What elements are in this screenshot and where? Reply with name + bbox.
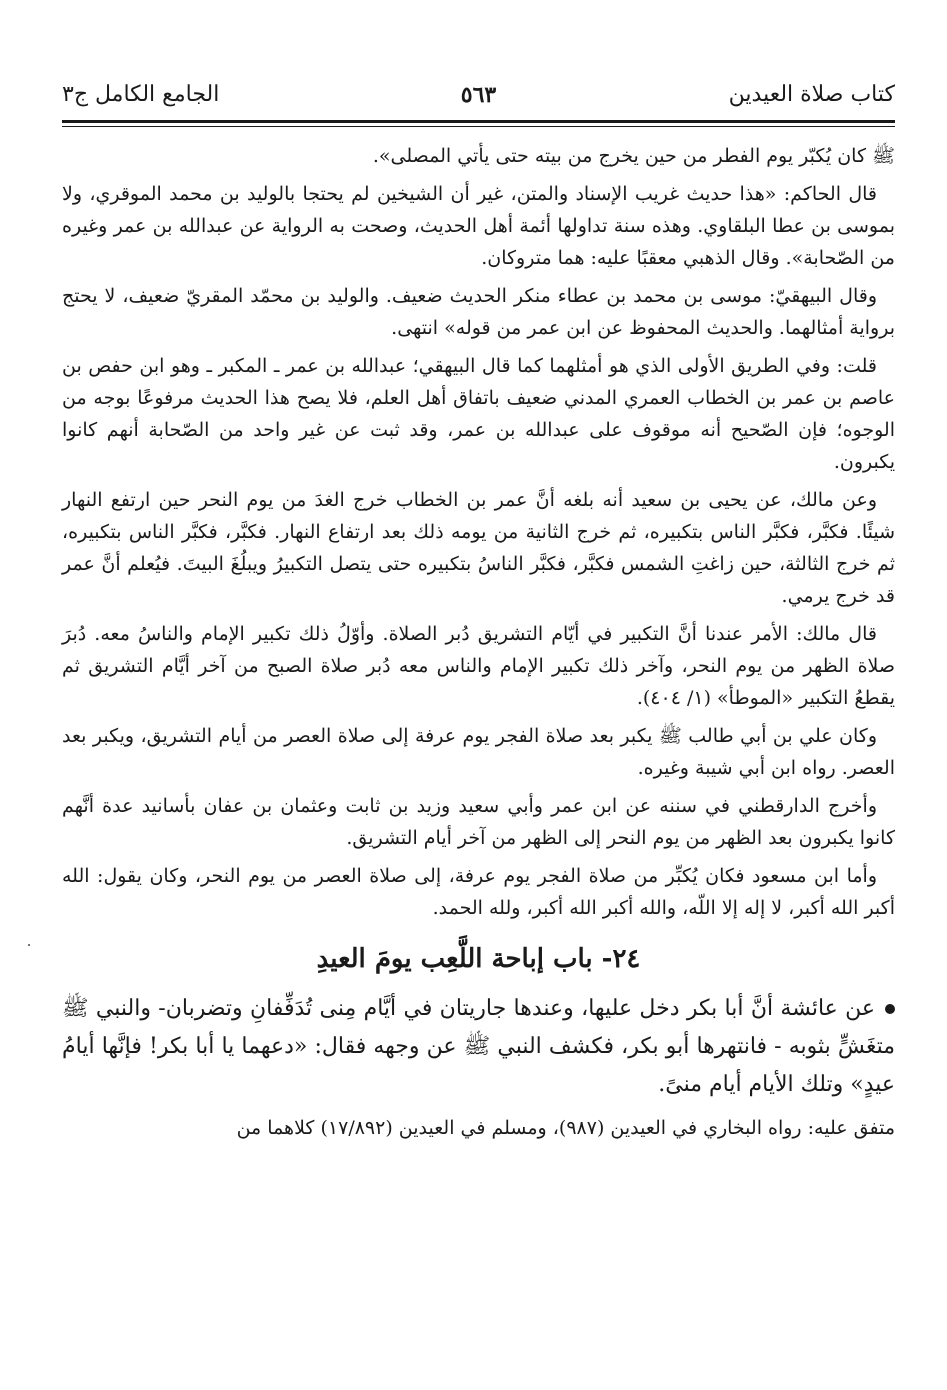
hadith-body: عن عائشة أنَّ أبا بكر دخل عليها، وعندها جاريتان في أيَّام مِنى تُدَفِّفانِ وتضربان- والنبي ﷺ متغَشٍّ بثوبه - فانتهرها أبو بكر، فكشف النبي ﷺ عن وجهه فقال: «دعهما يا أبا بكر! فإنَّها أيامُ عيدٍ» وتلك الأيام أيام منىً. — [62, 996, 895, 1097]
paragraph-bayhaqi: وقال البيهقيّ: موسى بن محمد بن عطاء منكر الحديث ضعيف. والوليد بن محمّد المقريّ ضعيف، لا يحتج برواية أمثالهما. والحديث المحفوظ عن ابن عمر من قوله» انتهى. — [62, 285, 895, 339]
paragraph-hakim: قال الحاكم: «هذا حديث غريب الإسناد والمتن، غير أن الشيخين لم يحتجا بالوليد بن محمد الموقري، ولا بموسى بن عطا البلقاوي. وهذه سنة تداولها أئمة أهل الحديث، وصحت به الرواية عن عبدالله بن عمر وغيره من الصّحابة». وقال الذهبي معقبًا عليه: هما متروكان. — [62, 183, 895, 269]
header-rule-thick — [62, 120, 895, 123]
page-body — [62, 140, 895, 1150]
footnote-takhrij: متفق عليه: رواه البخاري في العيدين (٩٨٧)، ومسلم في العيدين (١٧/٨٩٢) كلاهما من — [236, 1117, 895, 1139]
paragraph-ali: وكان علي بن أبي طالب ﷺ يكبر بعد صلاة الفجر يوم عرفة إلى صلاة العصر من أيام التشريق، ويكبر بعد العصر. رواه ابن أبي شيبة وغيره. — [62, 725, 895, 779]
page-header — [62, 78, 895, 118]
paragraph-continuation: ﷺ كان يُكبّر يوم الفطر من حين يخرج من بيته حتى يأتي المصلى». — [372, 145, 895, 167]
hadith-text — [62, 990, 895, 1104]
paragraph-author-note: قلت: وفي الطريق الأولى الذي هو أمثلهما كما قال البيهقي؛ عبدالله بن عمر ـ المكبر ـ وهو ابن حفص بن عاصم بن عمر بن الخطاب العمري المدني ضعيف باتفاق أهل العلم، فلا يصح هذا الحديث مرفوعًا بوجه من الوجوه؛ فإن الصّحيح أنه موقوف على عبدالله بن عمر، وقد ثبت عن غير واحد من الصّحابة أنهم كانوا يكبرون. — [62, 355, 895, 473]
running-header-series-title: الجامع الكامل ج٣ — [62, 82, 220, 107]
margin-speck — [28, 944, 30, 946]
paragraph-malik-opinion: قال مالك: الأمر عندنا أنَّ التكبير في أيّام التشريق دُبر الصلاة. وأوّلُ ذلك تكبير الإمام والناسُ معه. دُبرَ صلاة الظهر من يوم النحر، وآخر ذلك تكبير الإمام والناس معه دُبر صلاة الصبح من آخر أيَّام التشريق ثم يقطعُ التكبير «الموطأ» (١/ ٤٠٤). — [62, 623, 895, 709]
page-number: ٥٦٣ — [460, 82, 497, 108]
header-rule-thin — [62, 126, 895, 127]
running-header-book-title: كتاب صلاة العيدين — [728, 82, 895, 107]
chapter-heading: ٢٤- باب إباحة اللَّعِب يومَ العيدِ — [316, 944, 641, 974]
paragraph-ibn-masud: وأما ابن مسعود فكان يُكبِّر من صلاة الفجر يوم عرفة، إلى صلاة العصر من يوم النحر، وكان يقول: الله أكبر الله أكبر، لا إله إلا اللّه، والله أكبر الله أكبر، ولله الحمد. — [62, 865, 895, 919]
paragraph-daraqutni: وأخرج الدارقطني في سننه عن ابن عمر وأبي سعيد وزيد بن ثابت وعثمان بن عفان بأسانيد عدة أنَّهم كانوا يكبرون بعد الظهر من يوم النحر إلى الظهر من آخر أيام التشريق. — [62, 795, 895, 849]
paragraph-malik-narration: وعن مالك، عن يحيى بن سعيد أنه بلغه أنَّ عمر بن الخطاب خرج الغدَ من يوم النحر حين ارتفع النهار شيئًا. فكبَّر، فكبَّر الناس بتكبيره، ثم خرج الثانية من يومه ذلك بعد ارتفاع النهار. فكبَّر، فكبَّر الناس بتكبيره، ثم خرج الثالثة، حين زاغتِ الشمس فكبَّر، فكبَّر الناسُ بتكبيره حتى يتصل التكبيرُ ويبلُغَ البيتَ. فيُعلم أنَّ عمر قد خرج يرمي. — [62, 489, 895, 607]
bullet-icon — [885, 1004, 895, 1014]
